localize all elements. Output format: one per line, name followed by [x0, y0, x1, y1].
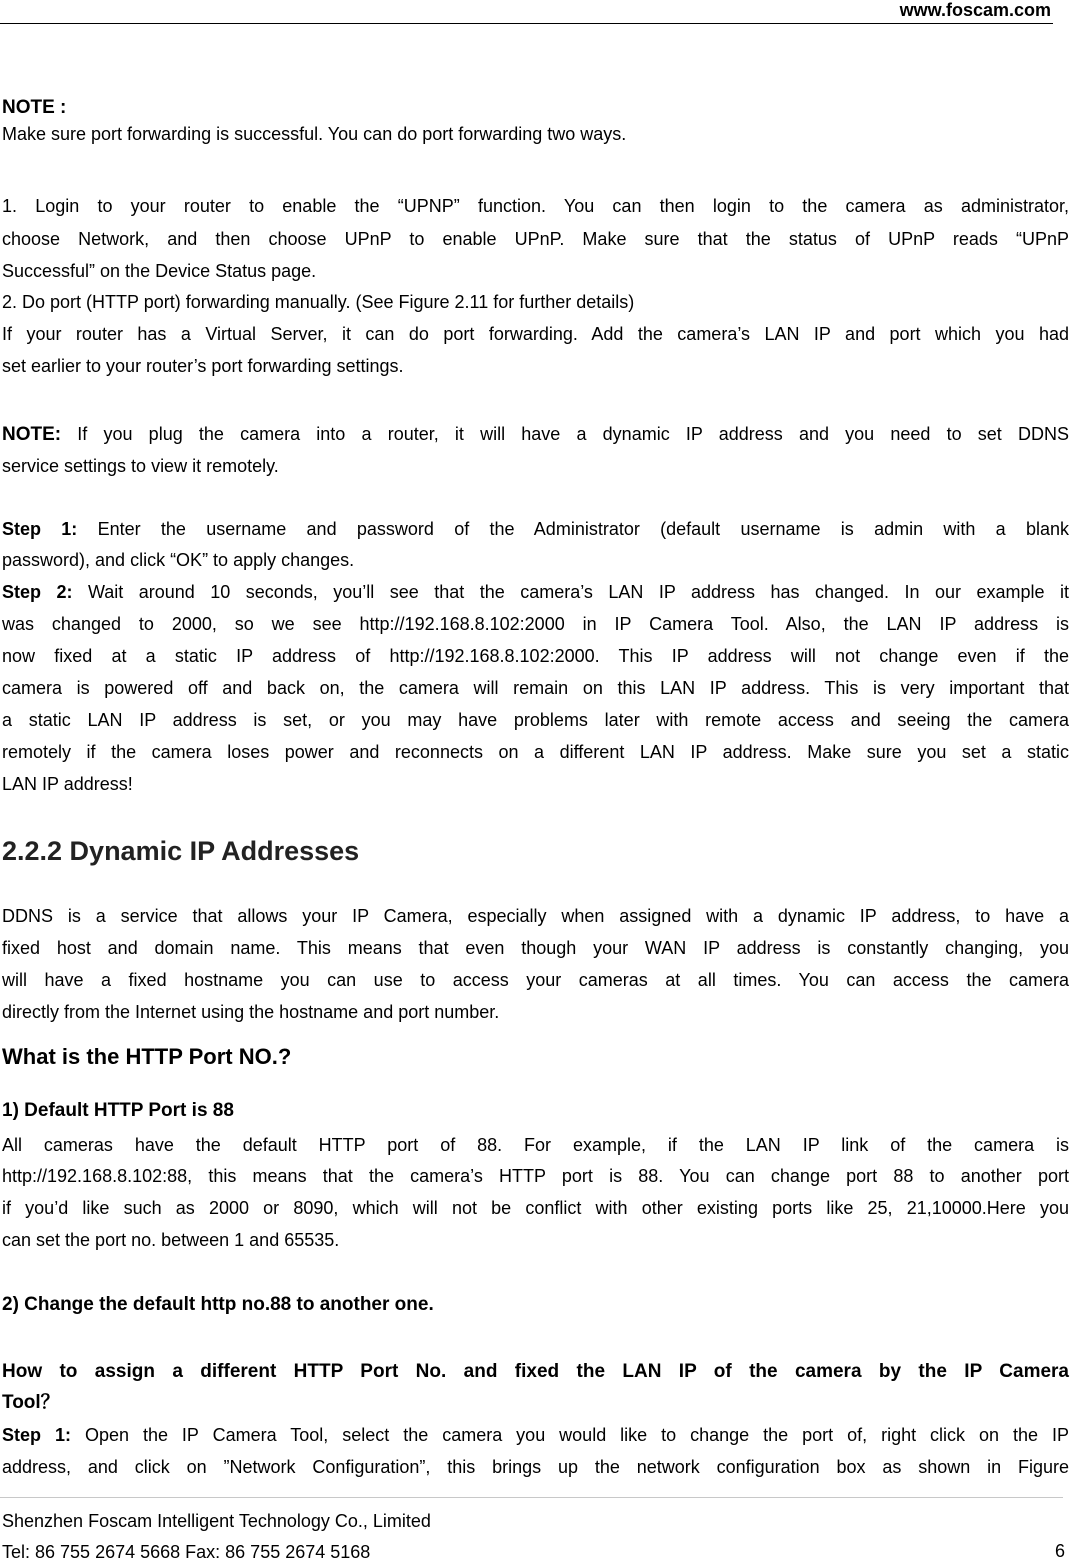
- way1-line: Successful” on the Device Status page.: [2, 261, 317, 281]
- http-port-paragraph-line: if you’d like such as 2000 or 8090, which will not be conflict with other existing ports like 25, 21,10000.Here you: [2, 1198, 1069, 1218]
- http-port-paragraph-line: All cameras have the default HTTP port of 88. For example, if the LAN IP link of the camera is: [2, 1135, 1069, 1155]
- section-paragraph-line: DDNS is a service that allows your IP Camera, especially when assigned with a dynamic IP address, to have a: [2, 906, 1069, 926]
- note-intro: Make sure port forwarding is successful. You can do port forwarding two ways.: [2, 124, 627, 144]
- note2-label: NOTE:: [2, 424, 62, 445]
- change-port-heading: 2) Change the default http no.88 to another one.: [2, 1294, 434, 1315]
- way2-line: 2. Do port (HTTP port) forwarding manually. (See Figure 2.11 for further details): [2, 292, 635, 312]
- step1-line: [2, 518, 1069, 541]
- step1-text: Enter the username and password of the Administrator (default username is admin with a blank: [77, 519, 1070, 539]
- section-paragraph-line: fixed host and domain name. This means that even though your WAN IP address is constantly changing, you: [2, 938, 1069, 958]
- step2-line: remotely if the camera loses power and reconnects on a different LAN IP address. Make sure you set a static: [2, 742, 1069, 762]
- howto-step1-line: [2, 1424, 1069, 1447]
- virtual-server-line: If your router has a Virtual Server, it can do port forwarding. Add the camera’s LAN IP and port which you had: [2, 324, 1069, 344]
- note2-line: [2, 423, 1069, 446]
- note-label: NOTE :: [2, 97, 67, 118]
- step1-label: Step 1:: [2, 519, 78, 539]
- step2-line: a static LAN IP address is set, or you may have problems later with remote access and seeing the camera: [2, 710, 1069, 730]
- http-port-paragraph-line: http://192.168.8.102:88, this means that the camera’s HTTP port is 88. You can change port 88 to another port: [2, 1166, 1069, 1186]
- default-port-heading: 1) Default HTTP Port is 88: [2, 1100, 234, 1121]
- header-rule: [0, 23, 1053, 24]
- step2-line: now fixed at a static IP address of http://192.168.8.102:2000. This IP address will not change even if the: [2, 646, 1069, 666]
- step2-label: Step 2:: [2, 582, 73, 602]
- section-paragraph-line: will have a fixed hostname you can use to access your cameras at all times. You can access the camera: [2, 970, 1069, 990]
- footer-rule: [0, 1497, 1063, 1498]
- note2-text: If you plug the camera into a router, it will have a dynamic IP address and you need to set DDNS: [61, 424, 1069, 444]
- step2-line: camera is powered off and back on, the camera will remain on this LAN IP address. This is very important that: [2, 678, 1069, 698]
- step2-text: Wait around 10 seconds, you’ll see that the camera’s LAN IP address has changed. In our example it: [72, 582, 1069, 602]
- way1-line: 1. Login to your router to enable the “UPNP” function. You can then login to the camera as administrator,: [2, 196, 1069, 216]
- section-title: 2.2.2 Dynamic IP Addresses: [2, 836, 360, 866]
- header-url[interactable]: www.foscam.com: [899, 0, 1051, 20]
- step2-line: was changed to 2000, so we see http://192.168.8.102:2000 in IP Camera Tool. Also, the LAN IP address is: [2, 614, 1069, 634]
- howto-heading-line: Tool？: [2, 1392, 60, 1413]
- note2-line: service settings to view it remotely.: [2, 456, 279, 476]
- howto-heading-line: How to assign a different HTTP Port No. and fixed the LAN IP of the camera by the IP Camera: [2, 1361, 1069, 1382]
- way1-line: choose Network, and then choose UPnP to enable UPnP. Make sure that the status of UPnP reads “UPnP: [2, 229, 1069, 249]
- virtual-server-line: set earlier to your router’s port forwarding settings.: [2, 356, 404, 376]
- howto-step1-line: address, and click on ”Network Configuration”, this brings up the network configuration box as shown in Figure: [2, 1457, 1069, 1477]
- step2-line: LAN IP address!: [2, 774, 133, 794]
- footer-contact: Tel: 86 755 2674 5668 Fax: 86 755 2674 5168: [2, 1542, 371, 1562]
- howto-step1-label: Step 1:: [2, 1425, 71, 1445]
- page-number: 6: [1054, 1541, 1065, 1561]
- step2-line: [2, 581, 1069, 604]
- footer-company: Shenzhen Foscam Intelligent Technology Co., Limited: [2, 1511, 431, 1531]
- section-paragraph-line: directly from the Internet using the hostname and port number.: [2, 1002, 500, 1022]
- step1-line: password), and click “OK” to apply changes.: [2, 550, 355, 570]
- howto-step1-text: Open the IP Camera Tool, select the camera you would like to change the port of, right click on the IP: [70, 1425, 1070, 1445]
- http-port-paragraph-line: can set the port no. between 1 and 65535.: [2, 1230, 340, 1250]
- http-port-title: What is the HTTP Port NO.?: [2, 1044, 292, 1069]
